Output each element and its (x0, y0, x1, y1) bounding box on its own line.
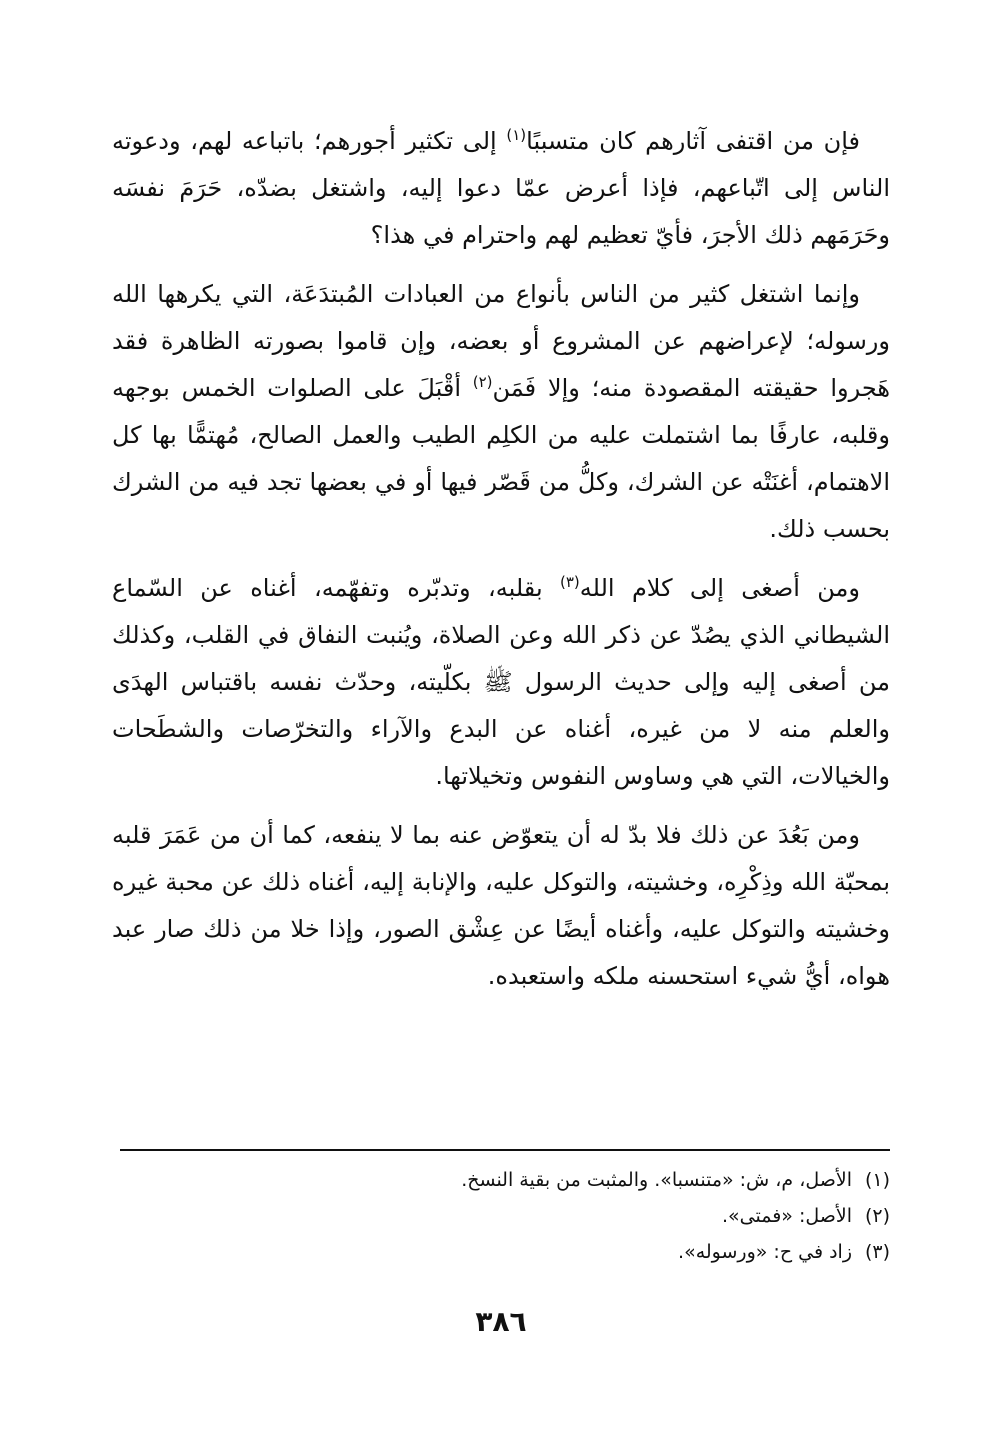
paragraph-3-text-a: ومن أصغى إلى كلام الله (579, 574, 860, 602)
paragraph-1-text-a: فإن من اقتفى آثارهم كان متسببًا (526, 127, 861, 155)
footnote-number: (٢) (864, 1205, 890, 1227)
footnote-ref-1: (١) (506, 126, 527, 144)
paragraph-1-text-b: إلى تكثير أجورهم؛ باتباعه لهم، ودعوته الناس إلى اتّباعهم، فإذا أعرض عمّا دعوا إليه، واشتغل بضدّه، حَرَمَ نفسَه وحَرَمَهم ذلك الأجرَ، فأيّ تعظيم لهم واحترام في هذا؟ (112, 127, 890, 249)
footnote-ref-2: (٢) (472, 373, 493, 391)
footnote-text: الأصل، م، ش: «متنسبا». والمثبت من بقية النسخ. (461, 1169, 852, 1191)
paragraph-1 (112, 118, 890, 259)
footnote-number: (١) (864, 1169, 890, 1191)
footnote-3 (110, 1234, 890, 1270)
page-number: ٣٨٦ (475, 1305, 527, 1338)
footnote-separator (120, 1149, 890, 1151)
main-text (112, 118, 890, 1000)
paragraph-2 (112, 271, 890, 553)
footnote-ref-3: (٣) (560, 573, 580, 591)
paragraph-3 (112, 565, 890, 800)
paragraph-2-text-a: وإنما اشتغل كثير من الناس بأنواع من العبادات المُبتدَعَة، التي يكرهها الله ورسوله؛ لإعراضهم عن المشروع أو بعضه، وإن قاموا بصورته الظاهرة فقد هَجروا حقيقته المقصودة منه؛ وإلا فَمَن (112, 280, 890, 402)
paragraph-4: ومن بَعُدَ عن ذلك فلا بدّ له أن يتعوّض عنه بما لا ينفعه، كما أن من عَمَرَ قلبه بمحبّة الله وذِكْرِه، وخشيته، والتوكل عليه، والإنابة إليه، أغناه ذلك عن محبة غيره وخشيته والتوكل عليه، وأغناه أيضًا عن عِشْق الصور، وإذا خلا من ذلك صار عبد هواه، أيُّ شيء استحسنه ملكه واستعبده. (112, 821, 890, 990)
footnote-2 (110, 1198, 890, 1234)
footnote-1 (110, 1162, 890, 1198)
footnotes-list (110, 1162, 890, 1270)
footnote-number: (٣) (864, 1241, 890, 1263)
paragraph-3-text-b: بقلبه، وتدبّره وتفهّمه، أغناه عن السّماع الشيطاني الذي يصُدّ عن ذكر الله وعن الصلاة، ويُنبت النفاق في القلب، وكذلك من أصغى إليه وإلى حديث الرسول ﷺ بكلّيته، وحدّث نفسه باقتباس الهدَى والعلم منه لا من غيره، أغناه عن البدع والآراء والتخرّصات والشطَحات والخيالات، التي هي وساوس النفوس وتخيلاتها. (112, 574, 890, 790)
paragraph-2-text-b: أقْبَلَ على الصلوات الخمس بوجهه وقلبه، عارفًا بما اشتملت عليه من الكلِم الطيب والعمل الصالح، مُهتمًّا بها كل الاهتمام، أغنَتْه عن الشرك، وكلُّ من قَصّر فيها أو في بعضها تجد فيه من الشرك بحسب ذلك. (112, 374, 890, 543)
footnote-text: الأصل: «فمتى». (721, 1205, 852, 1227)
footnote-text: زاد في ح: «ورسوله». (678, 1241, 852, 1263)
